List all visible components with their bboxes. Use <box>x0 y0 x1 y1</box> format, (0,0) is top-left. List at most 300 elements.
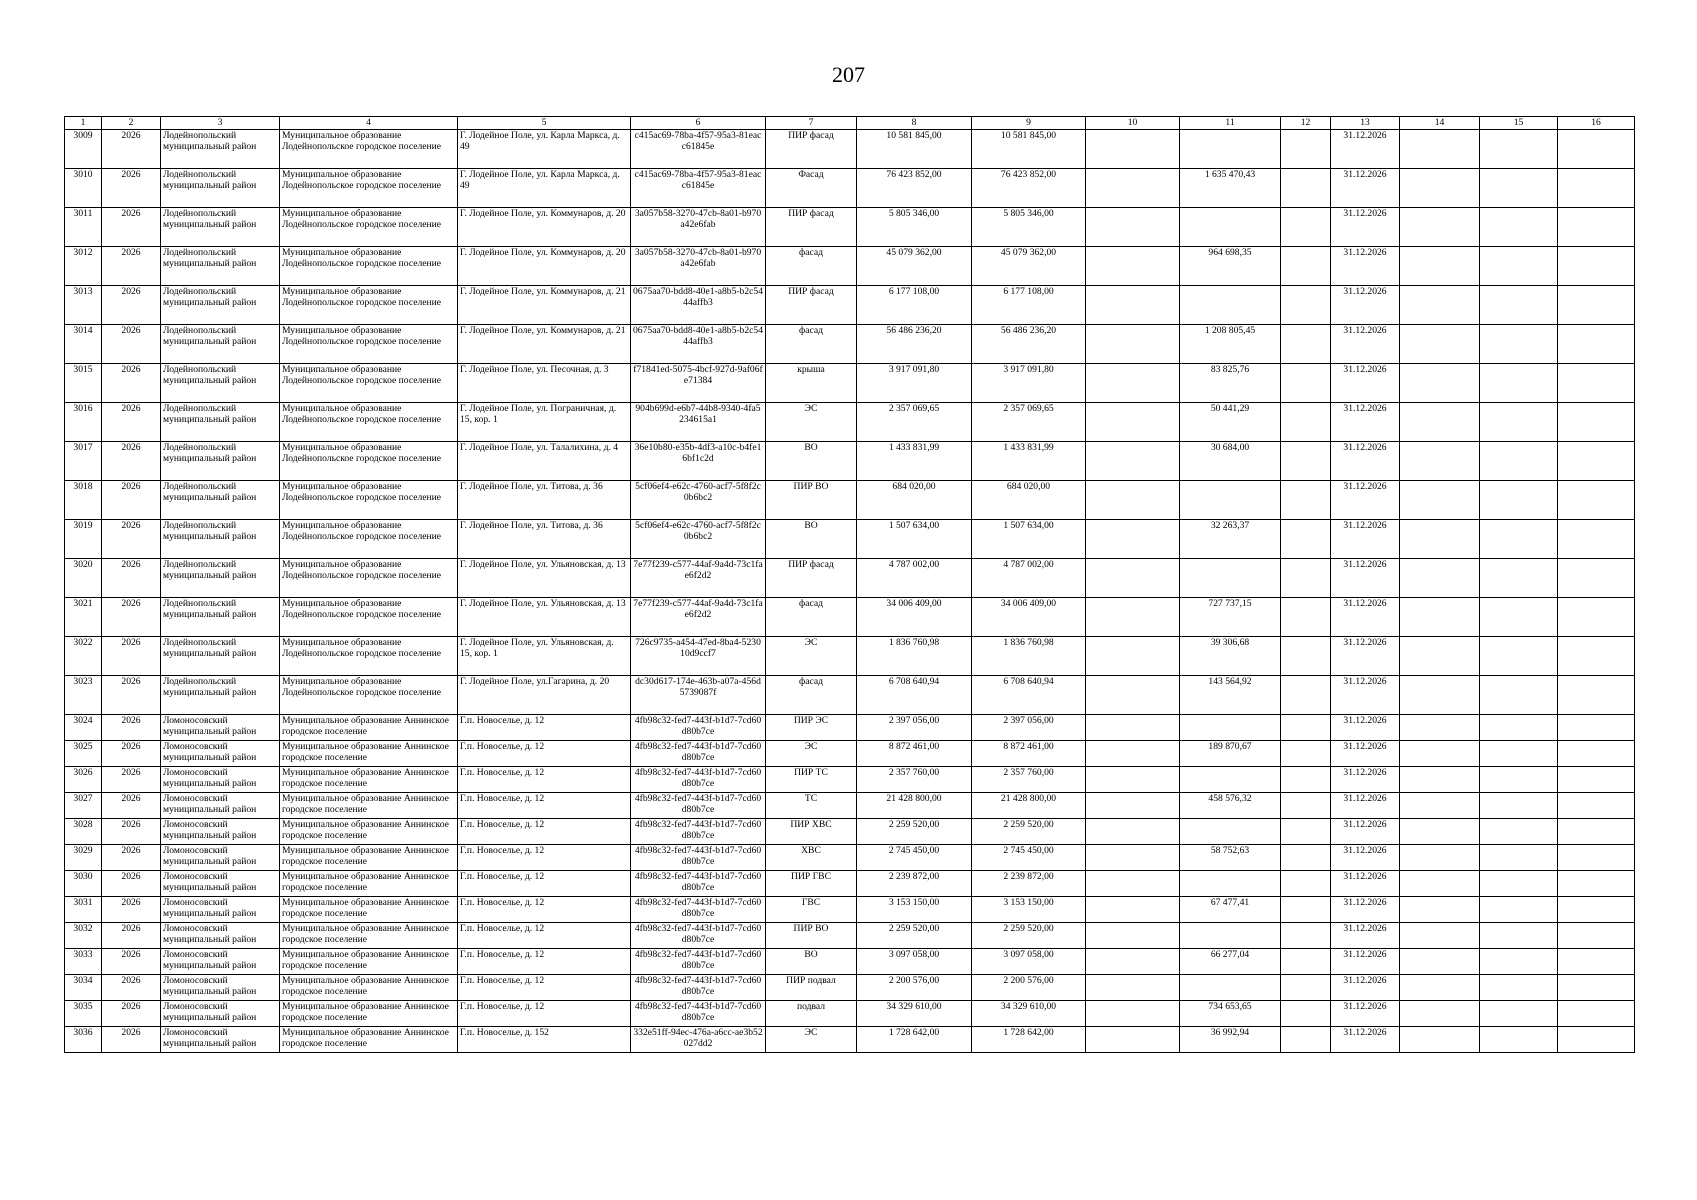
cell-col-15 <box>1480 481 1558 520</box>
cell-col-11: 39 306,68 <box>1180 637 1281 676</box>
cell-cost-amount: 2 357 760,00 <box>972 767 1086 793</box>
cell-col-15 <box>1480 845 1558 871</box>
cell-district: Лодейнопольский муниципальный район <box>161 598 280 637</box>
cell-row-number: 3030 <box>65 871 102 897</box>
cell-col-12 <box>1281 559 1331 598</box>
cell-address: Г. Лодейное Поле, ул. Титова, д. 36 <box>458 520 631 559</box>
cell-district: Ломоносовский муниципальный район <box>161 923 280 949</box>
cell-col-14 <box>1400 845 1480 871</box>
cell-completion-date: 31.12.2026 <box>1331 715 1400 741</box>
cell-house-guid: 3a057b58-3270-47cb-8a01-b970a42e6fab <box>631 247 766 286</box>
cell-house-guid: 36e10b80-e35b-4df3-a10c-b4fe16bf1c2d <box>631 442 766 481</box>
cell-row-number: 3022 <box>65 637 102 676</box>
cell-house-guid: 4fb98c32-fed7-443f-b1d7-7cd60d80b7ce <box>631 767 766 793</box>
cell-district: Лодейнопольский муниципальный район <box>161 208 280 247</box>
cell-cost-amount: 1 433 831,99 <box>972 442 1086 481</box>
cell-municipality: Муниципальное образование Лодейнопольское городское поселение <box>280 442 458 481</box>
cell-house-guid: 0675aa70-bdd8-40e1-a8b5-b2c5444affb3 <box>631 286 766 325</box>
cell-col-16 <box>1558 637 1635 676</box>
cell-cost-amount: 2 200 576,00 <box>972 975 1086 1001</box>
cell-municipality: Муниципальное образование Лодейнопольское городское поселение <box>280 520 458 559</box>
cell-col-10 <box>1086 208 1180 247</box>
cell-col-16 <box>1558 871 1635 897</box>
cell-total-cost: 2 239 872,00 <box>857 871 972 897</box>
cell-municipality: Муниципальное образование Аннинское городское поселение <box>280 897 458 923</box>
cell-house-guid: c415ac69-78ba-4f57-95a3-81eacc61845e <box>631 169 766 208</box>
cell-col-10 <box>1086 247 1180 286</box>
cell-col-14 <box>1400 208 1480 247</box>
cell-address: Г.п. Новоселье, д. 12 <box>458 819 631 845</box>
cell-district: Лодейнопольский муниципальный район <box>161 481 280 520</box>
cell-district: Лодейнопольский муниципальный район <box>161 676 280 715</box>
cell-total-cost: 2 745 450,00 <box>857 845 972 871</box>
cell-work-type: ТС <box>766 793 857 819</box>
cell-address: Г.п. Новоселье, д. 12 <box>458 845 631 871</box>
cell-cost-amount: 3 097 058,00 <box>972 949 1086 975</box>
cell-address: Г.п. Новоселье, д. 12 <box>458 975 631 1001</box>
cell-district: Лодейнопольский муниципальный район <box>161 325 280 364</box>
cell-total-cost: 34 006 409,00 <box>857 598 972 637</box>
column-header: 15 <box>1480 117 1558 130</box>
column-header: 13 <box>1331 117 1400 130</box>
cell-cost-amount: 5 805 346,00 <box>972 208 1086 247</box>
cell-municipality: Муниципальное образование Аннинское городское поселение <box>280 923 458 949</box>
cell-cost-amount: 4 787 002,00 <box>972 559 1086 598</box>
cell-col-14 <box>1400 871 1480 897</box>
cell-col-16 <box>1558 767 1635 793</box>
cell-col-12 <box>1281 845 1331 871</box>
register-table <box>64 116 1635 1053</box>
cell-col-15 <box>1480 975 1558 1001</box>
cell-col-10 <box>1086 793 1180 819</box>
cell-col-11 <box>1180 819 1281 845</box>
cell-row-number: 3014 <box>65 325 102 364</box>
cell-total-cost: 2 200 576,00 <box>857 975 972 1001</box>
cell-row-number: 3019 <box>65 520 102 559</box>
cell-completion-date: 31.12.2026 <box>1331 403 1400 442</box>
cell-district: Лодейнопольский муниципальный район <box>161 520 280 559</box>
table-row <box>65 286 1635 325</box>
cell-total-cost: 3 097 058,00 <box>857 949 972 975</box>
cell-house-guid: 4fb98c32-fed7-443f-b1d7-7cd60d80b7ce <box>631 871 766 897</box>
cell-address: Г. Лодейное Поле, ул. Пограничная, д. 15, кор. 1 <box>458 403 631 442</box>
cell-col-15 <box>1480 247 1558 286</box>
cell-work-type: ПИР ТС <box>766 767 857 793</box>
cell-col-16 <box>1558 923 1635 949</box>
column-header: 3 <box>161 117 280 130</box>
cell-col-15 <box>1480 715 1558 741</box>
cell-col-10 <box>1086 845 1180 871</box>
cell-completion-date: 31.12.2026 <box>1331 676 1400 715</box>
cell-col-16 <box>1558 442 1635 481</box>
cell-row-number: 3013 <box>65 286 102 325</box>
table-row <box>65 559 1635 598</box>
cell-col-12 <box>1281 975 1331 1001</box>
cell-col-15 <box>1480 637 1558 676</box>
cell-district: Лодейнопольский муниципальный район <box>161 559 280 598</box>
cell-row-number: 3031 <box>65 897 102 923</box>
cell-work-type: фасад <box>766 325 857 364</box>
cell-total-cost: 1 433 831,99 <box>857 442 972 481</box>
cell-col-14 <box>1400 442 1480 481</box>
table-row <box>65 897 1635 923</box>
cell-district: Лодейнопольский муниципальный район <box>161 247 280 286</box>
cell-col-14 <box>1400 559 1480 598</box>
cell-work-type: фасад <box>766 676 857 715</box>
table-row <box>65 169 1635 208</box>
cell-house-guid: 4fb98c32-fed7-443f-b1d7-7cd60d80b7ce <box>631 715 766 741</box>
cell-municipality: Муниципальное образование Лодейнопольское городское поселение <box>280 559 458 598</box>
table-row <box>65 975 1635 1001</box>
cell-municipality: Муниципальное образование Лодейнопольское городское поселение <box>280 325 458 364</box>
cell-total-cost: 2 397 056,00 <box>857 715 972 741</box>
cell-work-type: ПИР ЭС <box>766 715 857 741</box>
table-row <box>65 598 1635 637</box>
cell-col-12 <box>1281 949 1331 975</box>
cell-row-number: 3021 <box>65 598 102 637</box>
cell-work-type: ЭС <box>766 403 857 442</box>
cell-house-guid: c415ac69-78ba-4f57-95a3-81eacc61845e <box>631 130 766 169</box>
table-row <box>65 403 1635 442</box>
cell-col-16 <box>1558 975 1635 1001</box>
cell-col-15 <box>1480 949 1558 975</box>
table-row <box>65 442 1635 481</box>
cell-col-10 <box>1086 897 1180 923</box>
cell-municipality: Муниципальное образование Аннинское городское поселение <box>280 871 458 897</box>
cell-completion-date: 31.12.2026 <box>1331 949 1400 975</box>
cell-total-cost: 8 872 461,00 <box>857 741 972 767</box>
cell-house-guid: 726c9735-a454-47ed-8ba4-523010d9ccf7 <box>631 637 766 676</box>
cell-completion-date: 31.12.2026 <box>1331 1001 1400 1027</box>
cell-col-11: 58 752,63 <box>1180 845 1281 871</box>
cell-completion-date: 31.12.2026 <box>1331 1027 1400 1053</box>
cell-address: Г. Лодейное Поле, ул. Песочная, д. 3 <box>458 364 631 403</box>
cell-house-guid: 4fb98c32-fed7-443f-b1d7-7cd60d80b7ce <box>631 845 766 871</box>
cell-house-guid: 4fb98c32-fed7-443f-b1d7-7cd60d80b7ce <box>631 975 766 1001</box>
cell-row-number: 3010 <box>65 169 102 208</box>
cell-total-cost: 76 423 852,00 <box>857 169 972 208</box>
cell-cost-amount: 2 259 520,00 <box>972 923 1086 949</box>
cell-col-12 <box>1281 247 1331 286</box>
cell-total-cost: 34 329 610,00 <box>857 1001 972 1027</box>
column-header: 1 <box>65 117 102 130</box>
cell-col-10 <box>1086 481 1180 520</box>
cell-col-11: 66 277,04 <box>1180 949 1281 975</box>
cell-house-guid: 4fb98c32-fed7-443f-b1d7-7cd60d80b7ce <box>631 819 766 845</box>
cell-col-16 <box>1558 130 1635 169</box>
cell-col-10 <box>1086 169 1180 208</box>
cell-address: Г. Лодейное Поле, ул. Ульяновская, д. 13 <box>458 559 631 598</box>
cell-completion-date: 31.12.2026 <box>1331 598 1400 637</box>
cell-col-15 <box>1480 169 1558 208</box>
cell-col-12 <box>1281 741 1331 767</box>
cell-cost-amount: 21 428 800,00 <box>972 793 1086 819</box>
header-row <box>65 117 1635 130</box>
cell-district: Ломоносовский муниципальный район <box>161 1001 280 1027</box>
cell-col-16 <box>1558 1001 1635 1027</box>
cell-row-number: 3018 <box>65 481 102 520</box>
cell-total-cost: 1 507 634,00 <box>857 520 972 559</box>
cell-cost-amount: 45 079 362,00 <box>972 247 1086 286</box>
cell-work-type: ХВС <box>766 845 857 871</box>
table-row <box>65 741 1635 767</box>
cell-col-11 <box>1180 715 1281 741</box>
cell-year: 2026 <box>102 598 161 637</box>
cell-total-cost: 5 805 346,00 <box>857 208 972 247</box>
cell-district: Лодейнопольский муниципальный район <box>161 442 280 481</box>
cell-cost-amount: 34 329 610,00 <box>972 1001 1086 1027</box>
cell-col-16 <box>1558 325 1635 364</box>
cell-row-number: 3027 <box>65 793 102 819</box>
cell-work-type: ВО <box>766 520 857 559</box>
cell-col-10 <box>1086 403 1180 442</box>
cell-col-12 <box>1281 169 1331 208</box>
cell-col-14 <box>1400 364 1480 403</box>
cell-col-12 <box>1281 637 1331 676</box>
cell-row-number: 3012 <box>65 247 102 286</box>
cell-total-cost: 2 357 760,00 <box>857 767 972 793</box>
cell-cost-amount: 2 745 450,00 <box>972 845 1086 871</box>
cell-house-guid: 3a057b58-3270-47cb-8a01-b970a42e6fab <box>631 208 766 247</box>
cell-completion-date: 31.12.2026 <box>1331 793 1400 819</box>
cell-district: Лодейнопольский муниципальный район <box>161 403 280 442</box>
cell-col-12 <box>1281 871 1331 897</box>
cell-completion-date: 31.12.2026 <box>1331 741 1400 767</box>
table-row <box>65 1001 1635 1027</box>
table-row <box>65 923 1635 949</box>
cell-total-cost: 21 428 800,00 <box>857 793 972 819</box>
cell-col-12 <box>1281 819 1331 845</box>
cell-col-15 <box>1480 364 1558 403</box>
cell-municipality: Муниципальное образование Аннинское городское поселение <box>280 1027 458 1053</box>
cell-address: Г. Лодейное Поле, ул. Карла Маркса, д. 49 <box>458 130 631 169</box>
cell-col-15 <box>1480 767 1558 793</box>
cell-address: Г.п. Новоселье, д. 12 <box>458 923 631 949</box>
cell-row-number: 3025 <box>65 741 102 767</box>
cell-cost-amount: 1 836 760,98 <box>972 637 1086 676</box>
table-row <box>65 208 1635 247</box>
cell-cost-amount: 1 507 634,00 <box>972 520 1086 559</box>
cell-work-type: ПИР фасад <box>766 286 857 325</box>
cell-cost-amount: 2 259 520,00 <box>972 819 1086 845</box>
cell-total-cost: 3 153 150,00 <box>857 897 972 923</box>
cell-col-10 <box>1086 598 1180 637</box>
cell-col-14 <box>1400 481 1480 520</box>
cell-cost-amount: 8 872 461,00 <box>972 741 1086 767</box>
cell-col-14 <box>1400 1027 1480 1053</box>
cell-col-10 <box>1086 1001 1180 1027</box>
cell-col-11 <box>1180 286 1281 325</box>
table-row <box>65 481 1635 520</box>
cell-work-type: фасад <box>766 247 857 286</box>
cell-row-number: 3032 <box>65 923 102 949</box>
cell-col-16 <box>1558 897 1635 923</box>
cell-municipality: Муниципальное образование Лодейнопольское городское поселение <box>280 130 458 169</box>
cell-col-11: 143 564,92 <box>1180 676 1281 715</box>
cell-cost-amount: 56 486 236,20 <box>972 325 1086 364</box>
cell-col-10 <box>1086 676 1180 715</box>
cell-completion-date: 31.12.2026 <box>1331 247 1400 286</box>
cell-col-10 <box>1086 520 1180 559</box>
column-header: 14 <box>1400 117 1480 130</box>
cell-col-12 <box>1281 130 1331 169</box>
cell-address: Г.п. Новоселье, д. 12 <box>458 793 631 819</box>
cell-col-10 <box>1086 975 1180 1001</box>
cell-address: Г. Лодейное Поле, ул. Ульяновская, д. 13 <box>458 598 631 637</box>
cell-year: 2026 <box>102 364 161 403</box>
cell-completion-date: 31.12.2026 <box>1331 520 1400 559</box>
cell-col-15 <box>1480 325 1558 364</box>
cell-work-type: ЭС <box>766 1027 857 1053</box>
column-header: 8 <box>857 117 972 130</box>
cell-col-12 <box>1281 793 1331 819</box>
cell-col-14 <box>1400 975 1480 1001</box>
column-header: 7 <box>766 117 857 130</box>
cell-district: Ломоносовский муниципальный район <box>161 767 280 793</box>
cell-col-15 <box>1480 1001 1558 1027</box>
cell-total-cost: 684 020,00 <box>857 481 972 520</box>
cell-col-14 <box>1400 819 1480 845</box>
cell-col-14 <box>1400 598 1480 637</box>
cell-col-14 <box>1400 403 1480 442</box>
table-row <box>65 949 1635 975</box>
cell-year: 2026 <box>102 559 161 598</box>
cell-work-type: подвал <box>766 1001 857 1027</box>
cell-district: Лодейнопольский муниципальный район <box>161 637 280 676</box>
column-header: 6 <box>631 117 766 130</box>
cell-cost-amount: 6 708 640,94 <box>972 676 1086 715</box>
cell-completion-date: 31.12.2026 <box>1331 975 1400 1001</box>
cell-municipality: Муниципальное образование Лодейнопольское городское поселение <box>280 364 458 403</box>
cell-col-15 <box>1480 897 1558 923</box>
cell-col-14 <box>1400 169 1480 208</box>
cell-col-15 <box>1480 676 1558 715</box>
cell-col-10 <box>1086 923 1180 949</box>
cell-district: Лодейнопольский муниципальный район <box>161 130 280 169</box>
cell-col-16 <box>1558 403 1635 442</box>
cell-col-12 <box>1281 286 1331 325</box>
cell-municipality: Муниципальное образование Лодейнопольское городское поселение <box>280 247 458 286</box>
cell-completion-date: 31.12.2026 <box>1331 442 1400 481</box>
cell-municipality: Муниципальное образование Аннинское городское поселение <box>280 715 458 741</box>
cell-row-number: 3017 <box>65 442 102 481</box>
cell-year: 2026 <box>102 325 161 364</box>
table-row <box>65 819 1635 845</box>
table-row <box>65 845 1635 871</box>
cell-completion-date: 31.12.2026 <box>1331 130 1400 169</box>
cell-district: Лодейнопольский муниципальный район <box>161 169 280 208</box>
cell-col-10 <box>1086 325 1180 364</box>
cell-address: Г.п. Новоселье, д. 152 <box>458 1027 631 1053</box>
cell-district: Ломоносовский муниципальный район <box>161 897 280 923</box>
cell-address: Г.п. Новоселье, д. 12 <box>458 767 631 793</box>
cell-completion-date: 31.12.2026 <box>1331 208 1400 247</box>
cell-house-guid: 4fb98c32-fed7-443f-b1d7-7cd60d80b7ce <box>631 949 766 975</box>
cell-cost-amount: 684 020,00 <box>972 481 1086 520</box>
cell-completion-date: 31.12.2026 <box>1331 637 1400 676</box>
cell-col-10 <box>1086 819 1180 845</box>
cell-col-11 <box>1180 871 1281 897</box>
cell-col-14 <box>1400 897 1480 923</box>
column-header: 11 <box>1180 117 1281 130</box>
cell-col-14 <box>1400 949 1480 975</box>
cell-col-16 <box>1558 949 1635 975</box>
cell-row-number: 3015 <box>65 364 102 403</box>
cell-work-type: ПИР фасад <box>766 130 857 169</box>
cell-address: Г. Лодейное Поле, ул. Титова, д. 36 <box>458 481 631 520</box>
cell-completion-date: 31.12.2026 <box>1331 845 1400 871</box>
cell-total-cost: 1 836 760,98 <box>857 637 972 676</box>
table-header <box>65 117 1635 130</box>
cell-col-15 <box>1480 1027 1558 1053</box>
cell-municipality: Муниципальное образование Аннинское городское поселение <box>280 975 458 1001</box>
cell-col-11: 50 441,29 <box>1180 403 1281 442</box>
cell-house-guid: 4fb98c32-fed7-443f-b1d7-7cd60d80b7ce <box>631 741 766 767</box>
cell-completion-date: 31.12.2026 <box>1331 169 1400 208</box>
cell-work-type: ЭС <box>766 637 857 676</box>
cell-col-10 <box>1086 364 1180 403</box>
cell-col-11: 727 737,15 <box>1180 598 1281 637</box>
cell-district: Ломоносовский муниципальный район <box>161 871 280 897</box>
cell-col-11: 32 263,37 <box>1180 520 1281 559</box>
cell-col-14 <box>1400 715 1480 741</box>
cell-col-11: 36 992,94 <box>1180 1027 1281 1053</box>
cell-col-15 <box>1480 559 1558 598</box>
cell-completion-date: 31.12.2026 <box>1331 481 1400 520</box>
cell-year: 2026 <box>102 949 161 975</box>
cell-col-16 <box>1558 169 1635 208</box>
cell-col-14 <box>1400 286 1480 325</box>
cell-year: 2026 <box>102 637 161 676</box>
cell-col-15 <box>1480 741 1558 767</box>
cell-municipality: Муниципальное образование Лодейнопольское городское поселение <box>280 286 458 325</box>
cell-total-cost: 2 357 069,65 <box>857 403 972 442</box>
table-row <box>65 247 1635 286</box>
cell-municipality: Муниципальное образование Лодейнопольское городское поселение <box>280 676 458 715</box>
cell-col-16 <box>1558 598 1635 637</box>
cell-row-number: 3020 <box>65 559 102 598</box>
table-row <box>65 637 1635 676</box>
cell-completion-date: 31.12.2026 <box>1331 364 1400 403</box>
table-row <box>65 676 1635 715</box>
cell-col-15 <box>1480 520 1558 559</box>
cell-col-11 <box>1180 130 1281 169</box>
cell-completion-date: 31.12.2026 <box>1331 767 1400 793</box>
cell-row-number: 3034 <box>65 975 102 1001</box>
cell-total-cost: 6 177 108,00 <box>857 286 972 325</box>
cell-col-10 <box>1086 130 1180 169</box>
cell-cost-amount: 2 397 056,00 <box>972 715 1086 741</box>
cell-col-14 <box>1400 767 1480 793</box>
cell-col-12 <box>1281 520 1331 559</box>
cell-address: Г. Лодейное Поле, ул. Коммунаров, д. 21 <box>458 325 631 364</box>
cell-year: 2026 <box>102 520 161 559</box>
column-header: 5 <box>458 117 631 130</box>
cell-col-11 <box>1180 767 1281 793</box>
cell-total-cost: 2 259 520,00 <box>857 819 972 845</box>
cell-col-12 <box>1281 208 1331 247</box>
cell-house-guid: 4fb98c32-fed7-443f-b1d7-7cd60d80b7ce <box>631 897 766 923</box>
cell-cost-amount: 2 239 872,00 <box>972 871 1086 897</box>
table-row <box>65 130 1635 169</box>
cell-district: Ломоносовский муниципальный район <box>161 949 280 975</box>
table-row <box>65 715 1635 741</box>
cell-district: Ломоносовский муниципальный район <box>161 1027 280 1053</box>
cell-address: Г. Лодейное Поле, ул. Коммунаров, д. 21 <box>458 286 631 325</box>
cell-col-15 <box>1480 130 1558 169</box>
cell-cost-amount: 3 153 150,00 <box>972 897 1086 923</box>
cell-col-16 <box>1558 520 1635 559</box>
